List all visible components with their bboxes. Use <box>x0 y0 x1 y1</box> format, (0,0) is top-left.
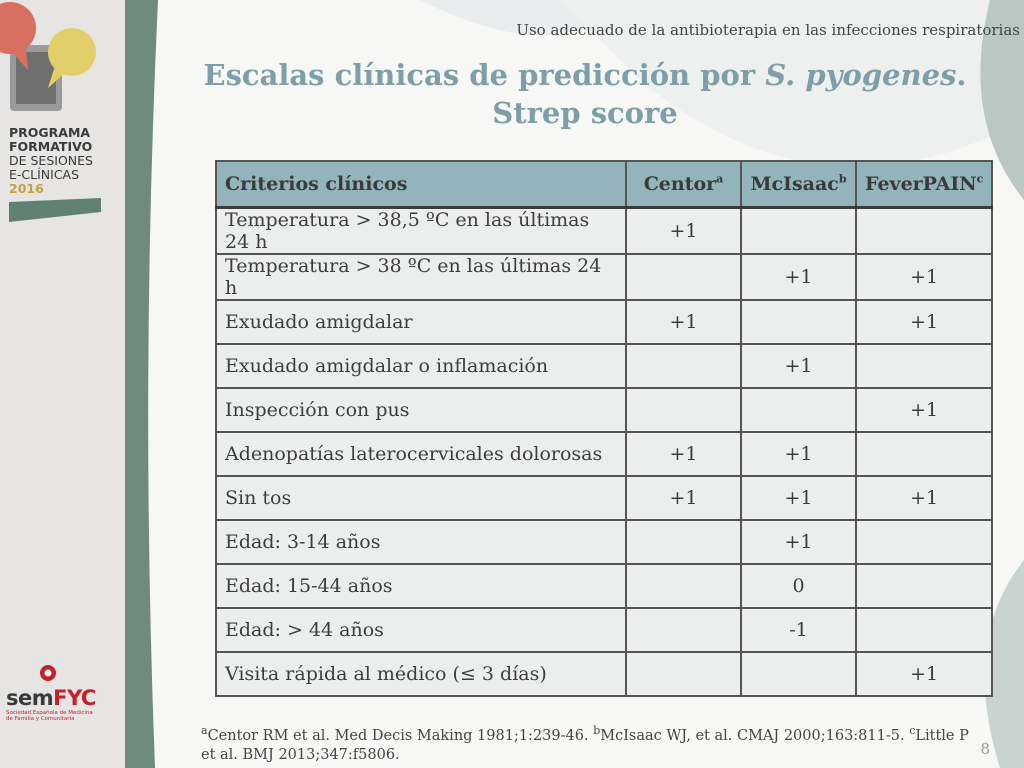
centor-cell <box>626 254 741 300</box>
mcisaac-cell: +1 <box>741 476 856 520</box>
table-row <box>216 432 992 476</box>
feverpain-cell <box>856 520 992 564</box>
centor-cell: +1 <box>626 300 741 344</box>
semfyc-subtitle-2: de Familia y Comunitaria <box>6 716 75 722</box>
header-text: Uso adecuado de la antibioterapia en las infecciones respiratorias <box>516 21 1020 39</box>
mcisaac-cell: +1 <box>741 432 856 476</box>
header-criteria <box>216 161 626 208</box>
semfyc-logo <box>6 664 116 722</box>
centor-cell <box>626 388 741 432</box>
header-mcisaac-sup: b <box>838 172 847 186</box>
program-line4: E-CLÍNICAS <box>9 167 80 182</box>
program-line1: PROGRAMA <box>9 125 91 140</box>
feverpain-cell <box>856 608 992 652</box>
mcisaac-cell: +1 <box>741 520 856 564</box>
feverpain-cell: +1 <box>856 300 992 344</box>
feverpain-cell <box>856 564 992 608</box>
table-row <box>216 520 992 564</box>
semfyc-name-suffix: FYC <box>53 686 96 710</box>
centor-cell: +1 <box>626 208 741 255</box>
program-line3: DE SESIONES <box>9 153 93 168</box>
title-part1: Escalas clínicas de predicción por <box>203 58 766 92</box>
semfyc-name-prefix: sem <box>6 686 54 710</box>
program-line2: FORMATIVO <box>9 139 93 154</box>
footnote-a: Centor RM et al. Med Decis Making 1981;1:239-46. <box>207 728 594 744</box>
mcisaac-cell: -1 <box>741 608 856 652</box>
header-centor <box>626 161 741 208</box>
sidebar <box>0 0 125 768</box>
feverpain-cell <box>856 432 992 476</box>
footnote-c-sup: c <box>909 724 916 738</box>
criterion-cell: Edad: > 44 años <box>216 608 626 652</box>
criterion-cell: Adenopatías laterocervicales dolorosas <box>216 432 626 476</box>
semfyc-subtitle-1: Sociedad Española de Medicina <box>6 710 93 716</box>
criterion-cell: Inspección con pus <box>216 388 626 432</box>
table-row <box>216 208 992 255</box>
feverpain-cell <box>856 344 992 388</box>
header-centor-label: Centor <box>643 173 717 195</box>
criterion-cell: Exudado amigdalar <box>216 300 626 344</box>
mcisaac-cell <box>741 388 856 432</box>
program-year: 2016 <box>9 181 44 196</box>
speech-bubbles-icon <box>0 0 125 130</box>
centor-cell: +1 <box>626 432 741 476</box>
criterion-cell: Edad: 3-14 años <box>216 520 626 564</box>
table-row <box>216 254 992 300</box>
table-header-row <box>216 161 992 208</box>
feverpain-cell: +1 <box>856 476 992 520</box>
footnote-b: McIsaac WJ, et al. CMAJ 2000;163:811-5. <box>600 728 910 744</box>
footnote-a-sup: a <box>201 724 208 738</box>
feverpain-cell <box>856 208 992 255</box>
header-centor-sup: a <box>716 172 724 186</box>
header-mcisaac <box>741 161 856 208</box>
table-row <box>216 564 992 608</box>
page-number: 8 <box>980 740 990 758</box>
header-mcisaac-label: McIsaac <box>750 173 839 195</box>
centor-cell: +1 <box>626 476 741 520</box>
semfyc-emblem-icon <box>6 664 116 682</box>
criterion-cell: Sin tos <box>216 476 626 520</box>
header-feverpain <box>856 161 992 208</box>
criterion-cell: Edad: 15-44 años <box>216 564 626 608</box>
centor-cell <box>626 564 741 608</box>
criterion-cell: Temperatura > 38 ºC en las últimas 24 h <box>216 254 626 300</box>
slide-title <box>180 56 990 132</box>
centor-cell <box>626 344 741 388</box>
table-row <box>216 608 992 652</box>
mcisaac-cell: 0 <box>741 564 856 608</box>
table-row <box>216 300 992 344</box>
centor-cell <box>626 608 741 652</box>
title-part2: . Strep score <box>492 58 967 130</box>
mcisaac-cell <box>741 652 856 696</box>
criterion-cell: Temperatura > 38,5 ºC en las últimas 24 h <box>216 208 626 255</box>
header-criteria-label: Criterios clínicos <box>225 173 408 195</box>
feverpain-cell: +1 <box>856 388 992 432</box>
centor-cell <box>626 520 741 564</box>
mcisaac-cell: +1 <box>741 254 856 300</box>
footnote-c: Little P et al. BMJ 2013;347:f5806. <box>201 728 969 763</box>
table-row <box>216 388 992 432</box>
sidebar-stripe <box>9 198 101 224</box>
table-row <box>216 476 992 520</box>
mcisaac-cell: +1 <box>741 344 856 388</box>
table-row <box>216 344 992 388</box>
table-row <box>216 652 992 696</box>
program-title <box>9 126 93 196</box>
centor-cell <box>626 652 741 696</box>
footnote <box>201 724 981 765</box>
mcisaac-cell <box>741 300 856 344</box>
semfyc-name <box>6 686 116 710</box>
mcisaac-cell <box>741 208 856 255</box>
footnote-b-sup: b <box>593 724 601 738</box>
feverpain-cell: +1 <box>856 652 992 696</box>
criteria-table <box>215 160 993 697</box>
header-feverpain-sup: c <box>976 172 984 186</box>
criterion-cell: Visita rápida al médico (≤ 3 días) <box>216 652 626 696</box>
feverpain-cell: +1 <box>856 254 992 300</box>
criterion-cell: Exudado amigdalar o inflamación <box>216 344 626 388</box>
title-italic: S. pyogenes <box>765 58 957 92</box>
header-feverpain-label: FeverPAIN <box>865 173 977 195</box>
